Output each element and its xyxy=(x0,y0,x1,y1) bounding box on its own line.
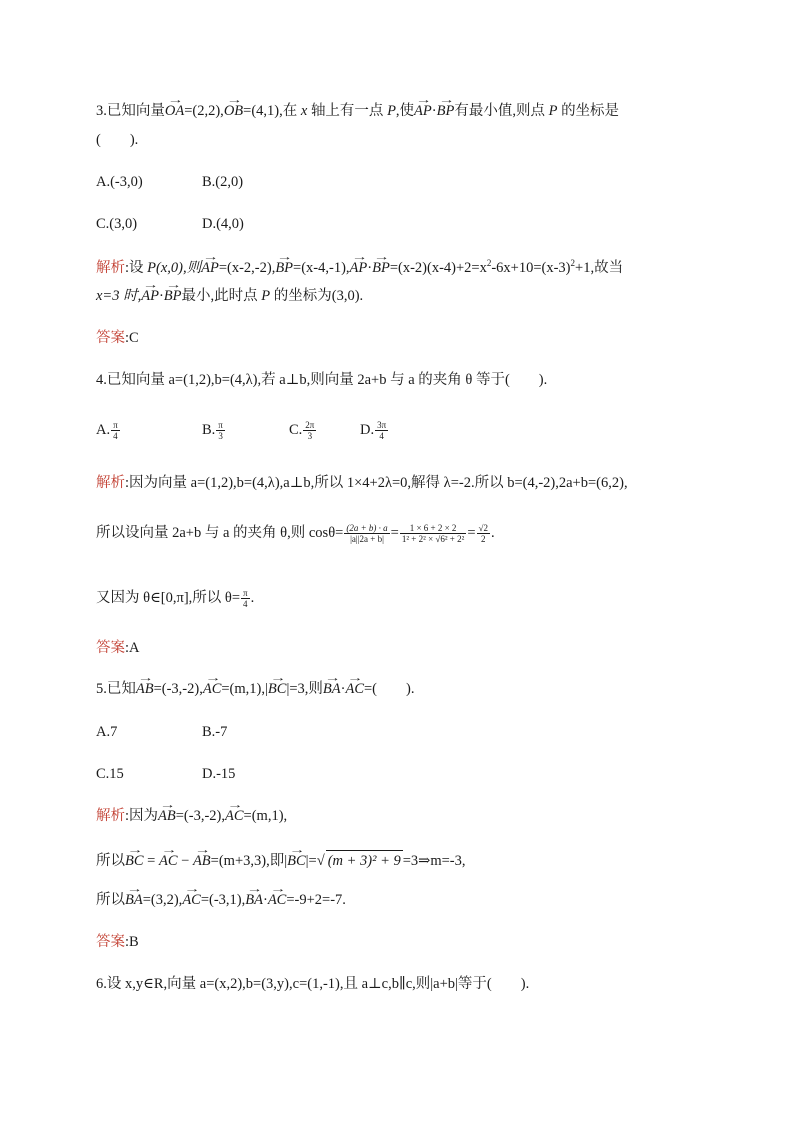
q4-option-b: B. $\frac{\pi}{3}$ xyxy=(202,420,223,442)
q4-solution-line1: 解析:因为向量 a=(1,2),b=(4,λ),a⊥b,所以 1×4+2λ=0,解得 λ=-2.所以 b=(4,-2),2a+b=(6,2), xyxy=(96,475,628,491)
vector-OB: → OB xyxy=(224,101,243,121)
q5-stem: 5.已知→ AB=(-3,-2),→ AC=(m,1),|→ BC|=3,则→ BA·→ AC=( ). xyxy=(96,679,414,699)
q3-option-b: B.(2,0) xyxy=(202,174,244,190)
q5-option-b: B.-7 xyxy=(202,724,228,740)
q3-option-a: A.(-3,0) xyxy=(96,174,143,190)
q3-option-d: D.(4,0) xyxy=(202,216,244,232)
q6-stem: 6.设 x,y∈R,向量 a=(x,2),b=(3,y),c=(1,-1),且 a⊥c,b∥c,则|a+b|等于( ). xyxy=(96,976,530,992)
vector-OA: → OA xyxy=(165,101,184,121)
q4-option-a: A. $\frac{\pi}{4}$ xyxy=(96,420,118,442)
q5-solution-line1: 解析:因为→ AB=(-3,-2),→ AC=(m,1), xyxy=(96,806,287,826)
sqrt-expression: (m + 3)² + 9 xyxy=(326,850,403,871)
q3-option-c: C.(3,0) xyxy=(96,216,138,232)
q5-option-d: D.-15 xyxy=(202,766,236,782)
q4-option-d: D. $\frac{3\pi}{4}$ xyxy=(360,420,387,442)
q5-solution-line2: 所以→ BC = → AC − → AB=(m+3,3),即|→ BC|=√ (m + 3)² + 9 =3⇒m=-3, xyxy=(96,850,466,871)
q3-answer: 答案:C xyxy=(96,330,139,346)
q4-solution-line3: 又因为 θ∈[0,π],所以 θ= $\frac{\pi}{4}$ . xyxy=(96,588,255,610)
q5-option-a: A.7 xyxy=(96,724,118,740)
q5-option-c: C.15 xyxy=(96,766,124,782)
q3-stem-line1: 3.已知向量→ OA=(2,2),→ OB=(4,1),在 x 轴上有一点 P,使→ AP·→ BP有最小值,则点 P 的坐标是 xyxy=(96,101,619,121)
q5-answer: 答案:B xyxy=(96,934,139,950)
q3-stem-line2: ( ). xyxy=(96,132,139,148)
q3-solution-line1: 解析:设 P(x,0),则→ $AP=(x-2,-2),\to BP=(x-4,-1),\to AP\cdot\to BP=(x-2)(x-4)+2=x^2-6x+10=(x-3)^2+1$,故当 xyxy=(96,258,623,278)
q3-jiexi-label: 解析 xyxy=(96,260,125,276)
q4-option-c: C. $\frac{2\pi}{3}$ xyxy=(289,420,315,442)
q4-answer: 答案:A xyxy=(96,640,140,656)
q3-solution-line2: x=3 时,→ AP·→ BP最小,此时点 P 的坐标为(3,0). xyxy=(96,286,363,306)
q5-solution-line3: 所以→ BA=(3,2),→ AC=(-3,1),→ BA·→ AC=-9+2=-7. xyxy=(96,890,346,910)
q4-solution-line2: 所以设向量 2a+b 与 a 的夹角 θ,则 cosθ= $\frac{(2a + b) \cdot a}{|a||2a + b|}$ = $\frac{1 \times 6 + 2 \times 2}{\text{1² + 2² × √6² + 2²}}$ = $\frac{√2}{2}$ . xyxy=(96,523,495,545)
q4-stem: 4.已知向量 a=(1,2),b=(4,λ),若 a⊥b,则向量 2a+b 与 a 的夹角 θ 等于( ). xyxy=(96,372,548,388)
